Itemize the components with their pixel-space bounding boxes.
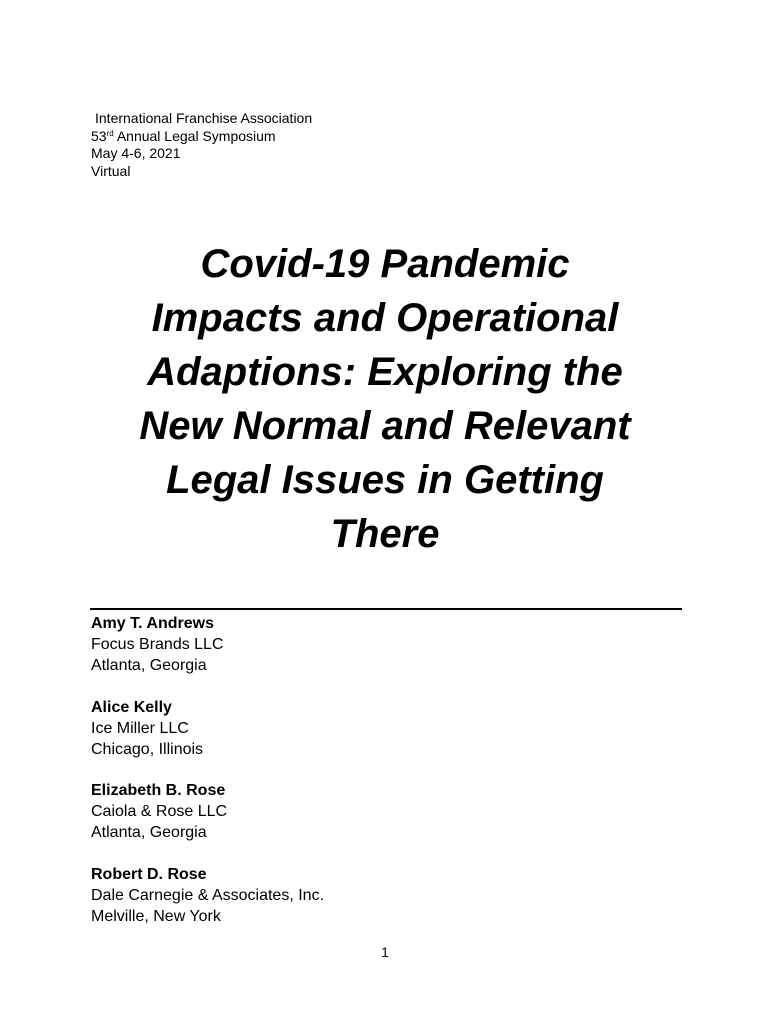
author-name: Robert D. Rose [91, 865, 207, 883]
event-ordinal-suffix: rd [106, 128, 114, 138]
author-block [91, 613, 324, 676]
author-organization: Caiola & Rose LLC [91, 803, 228, 820]
author-location: Melville, New York [91, 907, 221, 925]
event-title: Annual Legal Symposium [113, 127, 276, 144]
title-line: There [330, 512, 440, 556]
title-line: New Normal and Relevant [139, 404, 631, 448]
author-name: Amy T. Andrews [91, 615, 214, 632]
author-name: Elizabeth B. Rose [91, 782, 226, 799]
title-line: Covid-19 Pandemic [200, 242, 570, 286]
title-line: Impacts and Operational [151, 296, 619, 340]
event-number: 53 [91, 127, 107, 144]
organization-name: International Franchise Association [95, 110, 313, 126]
event-format: Virtual [91, 162, 131, 179]
title-divider [90, 608, 682, 610]
author-location: Atlanta, Georgia [91, 824, 207, 841]
author-location: Atlanta, Georgia [91, 657, 207, 674]
author-block [91, 864, 324, 927]
title-line: Adaptions: Exploring the [147, 350, 623, 394]
author-location: Chicago, Illinois [91, 740, 204, 758]
author-organization: Ice Miller LLC [91, 719, 189, 737]
title-line: Legal Issues in Getting [166, 458, 604, 502]
author-block [91, 780, 324, 843]
symposium-header [91, 110, 312, 180]
author-block [91, 697, 324, 760]
event-dates: May 4-6, 2021 [91, 145, 181, 161]
author-name: Alice Kelly [91, 698, 172, 716]
paper-title [60, 237, 710, 561]
author-organization: Dale Carnegie & Associates, Inc. [91, 886, 325, 904]
event-name [91, 128, 312, 146]
author-organization: Focus Brands LLC [91, 636, 224, 653]
author-list [91, 613, 324, 947]
page-number: 1 [381, 944, 389, 960]
